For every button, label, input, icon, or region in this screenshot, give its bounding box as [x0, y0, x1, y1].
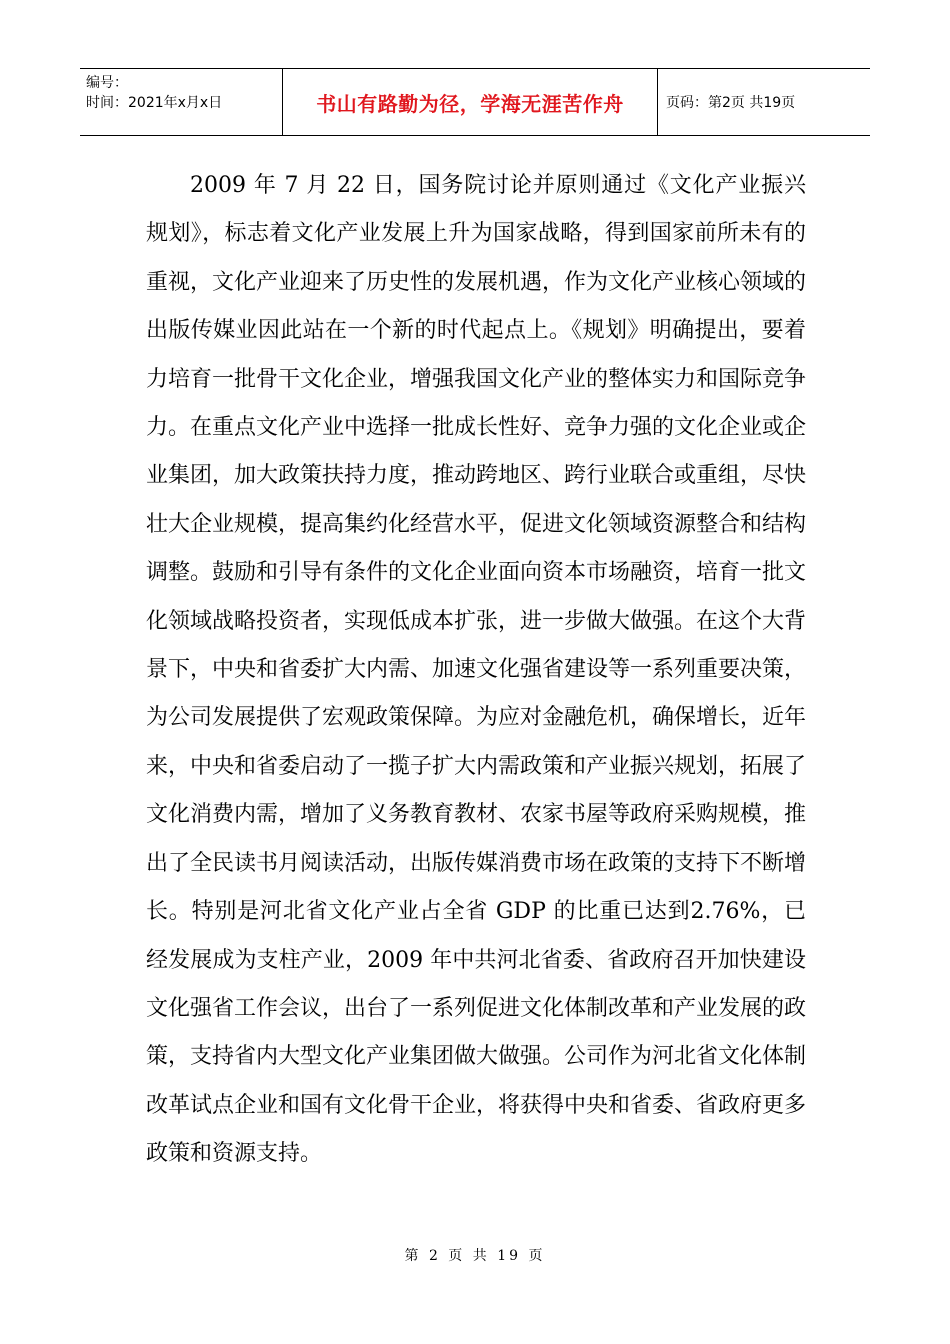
body-paragraph: 2009 年 7 月 22 日，国务院讨论并原则通过《文化产业振兴规划》，标志着文化产业发展上升为国家战略，得到国家前所未有的重视，文化产业迎来了历史性的发展机遇，作为文化产业核心领域的出版传媒业因此站在一个新的时代起点上。《规划》明确提出，要着力培育一批骨干文化企业，增强我国文化产业的整体实力和国际竞争力。在重点文化产业中选择一批成长性好、竞争力强的文化企业或企业集团，加大政策扶持力度，推动跨地区、跨行业联合或重组，尽快壮大企业规模，提高集约化经营水平，促进文化领域资源整合和结构调整。鼓励和引导有条件的文化企业面向资本市场融资，培育一批文化领域战略投资者，实现低成本扩张，进一步做大做强。在这个大背景下，中央和省委扩大内需、加速文化强省建设等一系列重要决策，为公司发展提供了宏观政策保障。为应对金融危机，确保增长，近年来，中央和省委启动了一揽子扩大内需政策和产业振兴规划，拓展了文化消费内需，增加了义务教育教材、农家书屋等政府采购规模，推出了全民读书月阅读活动，出版传媒消费市场在政策的支持下不断增长。特别是河北省文化产业占全省 GDP 的比重已达到2.76%，已经发展成为支柱产业，2009 年中共河北省委、省政府召开加快建设文化强省工作会议，出台了一系列促进文化体制改革和产业发展的政策，支持省内大型文化产业集团做大做强。公司作为河北省文化体制改革试点企业和国有文化骨干企业，将获得中央和省委、省政府更多政策和资源支持。	[146, 173, 807, 1167]
document-time-label: 时间：2021年x月x日	[86, 95, 223, 111]
document-number-label: 编号：	[86, 75, 128, 91]
header-motto: 书山有路勤为径，学海无涯苦作舟	[283, 69, 658, 135]
page-header	[80, 68, 870, 136]
header-meta	[80, 69, 283, 135]
header-page-info: 页码：第2页 共19页	[666, 95, 796, 111]
page-footer: 第 2 页 共 19 页	[404, 1248, 546, 1264]
